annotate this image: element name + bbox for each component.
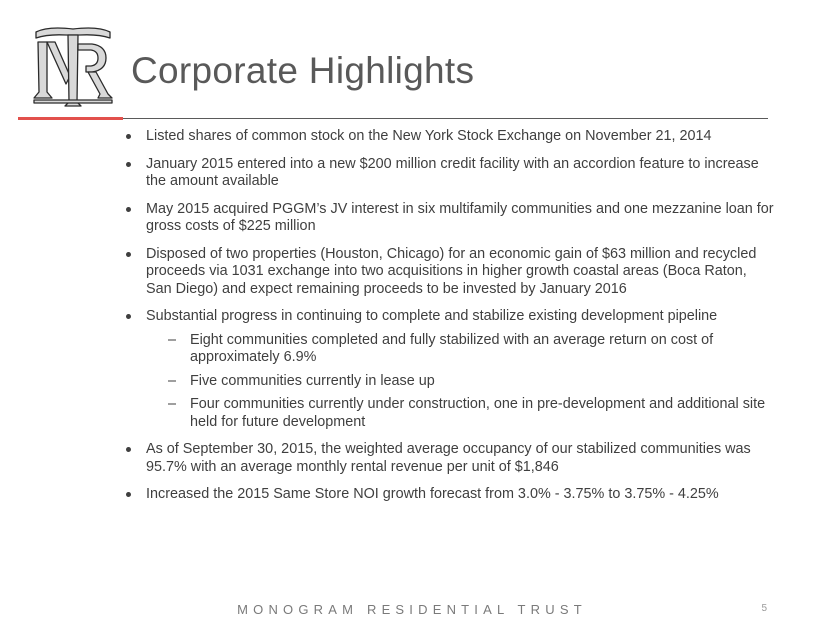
monogram-logo-icon — [30, 22, 116, 108]
title-divider-rule — [123, 118, 768, 119]
list-item-text: Disposed of two properties (Houston, Chicago) for an economic gain of $63 million and recycled proceeds via 1031 exchange into two acquisitions in higher growth coastal areas (Boca Raton, San Diego) and expect remaining proceeds to be invested by January 2016 — [146, 245, 757, 297]
footer-company-name: MONOGRAM RESIDENTIAL TRUST — [237, 602, 587, 617]
list-item-text: As of September 30, 2015, the weighted average occupancy of our stabilized communities was 95.7% with an average monthly rental revenue per unit of $1,846 — [146, 441, 751, 475]
bullet-dot-icon — [126, 492, 131, 497]
list-item — [124, 156, 774, 191]
list-item-text: May 2015 acquired PGGM’s JV interest in six multifamily communities and one mezzanine loan for gross costs of $225 million — [146, 200, 774, 234]
bullet-dot-icon — [126, 252, 131, 257]
sub-list-item-text: Five communities currently in lease up — [190, 372, 435, 389]
list-item — [124, 308, 774, 326]
list-item-text: Substantial progress in continuing to complete and stabilize existing development pipeline — [146, 308, 718, 324]
list-item-text: Listed shares of common stock on the New York Stock Exchange on November 21, 2014 — [146, 128, 712, 144]
dash-icon: – — [168, 396, 177, 412]
page-title: Corporate Highlights — [131, 50, 475, 91]
dash-icon: – — [168, 372, 177, 389]
sub-list-item — [124, 332, 774, 367]
list-item — [124, 441, 774, 476]
bullet-dot-icon — [126, 162, 131, 167]
list-item — [124, 201, 774, 236]
sub-list-item — [124, 396, 774, 431]
list-item — [124, 486, 774, 504]
sub-list-item — [124, 373, 774, 391]
list-item — [124, 128, 774, 146]
bullet-dot-icon — [126, 134, 131, 139]
list-item-text: January 2015 entered into a new $200 million credit facility with an accordion feature to increase the amount available — [146, 155, 759, 189]
bullet-dot-icon — [126, 447, 131, 452]
list-item-text: Increased the 2015 Same Store NOI growth forecast from 3.0% - 3.75% to 3.75% - 4.25% — [146, 486, 719, 502]
page-number: 5 — [761, 603, 767, 614]
highlights-list — [124, 128, 774, 504]
bullet-dot-icon — [126, 207, 131, 212]
list-item — [124, 246, 774, 299]
sub-list-item-text: Eight communities completed and fully stabilized with an average return on cost of approximately 6.9% — [190, 331, 714, 365]
bullet-dot-icon — [126, 314, 131, 319]
dash-icon: – — [168, 331, 177, 348]
title-accent-rule — [18, 117, 123, 120]
sub-list-item-text: Four communities currently under construction, one in pre-development and additional site held for future development — [190, 396, 766, 430]
